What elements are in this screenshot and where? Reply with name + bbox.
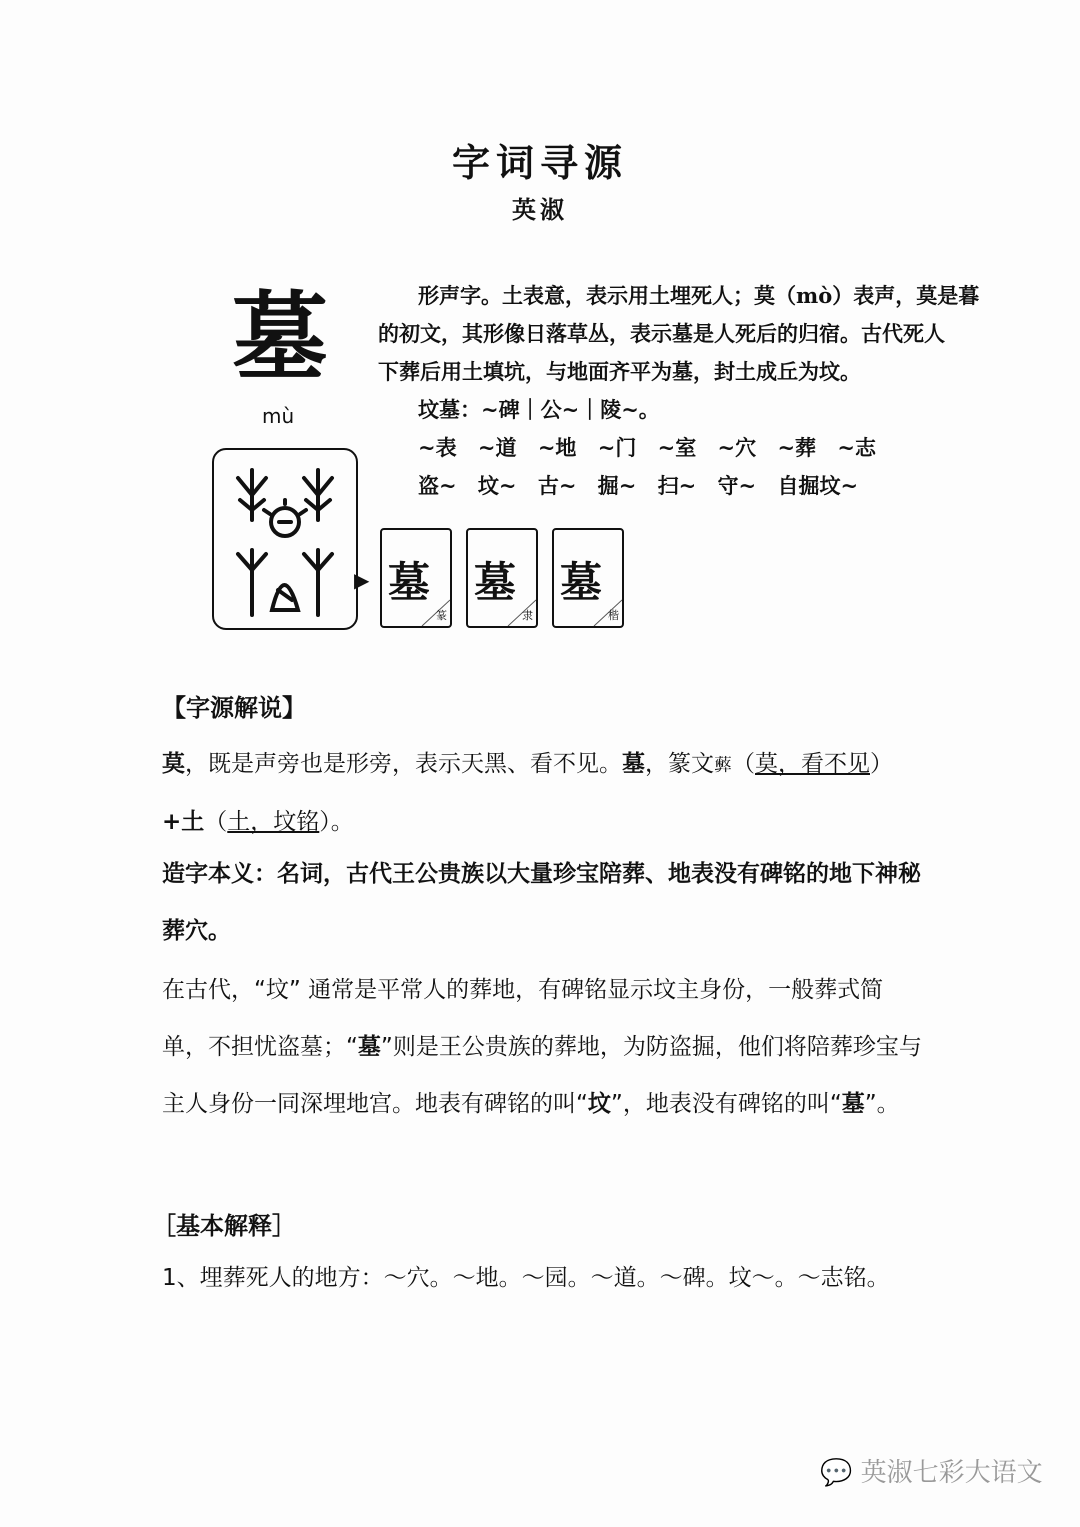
watermark [820, 1452, 1043, 1489]
word-list-1: ~表 ~道 ~地 ~门 ~室 ~穴 ~葬 ~志 [418, 435, 876, 460]
text: 在古代，“坟” 通常是平常人的葬地，有碑铭显示坟主身份，一般葬式简单，不担忧盗墓；“ [162, 977, 884, 1060]
text: ）。 [319, 809, 354, 835]
script-label: 隶 [522, 609, 533, 622]
text: ”。 [864, 1091, 900, 1117]
text: ） [870, 751, 893, 777]
script-label: 楷 [608, 609, 619, 622]
section-heading-basic: ［基本解释］ [152, 1211, 296, 1240]
oracle-pictograph [212, 448, 358, 630]
text: ，篆文 [645, 751, 714, 777]
definition-line: 形声字。土表意，表示用土埋死人；莫（mò）表声，莫是暮 [418, 283, 980, 308]
evolution-clerical [466, 528, 538, 628]
text: ”则是王公贵族的葬地，为防盗掘，他们将陪葬珍宝与主人身份一同深埋地宫。地表有碑铭的叫“ [162, 1034, 922, 1117]
text: （ [732, 751, 755, 777]
text: ，既是声旁也是形旁，表示天黑、看不见。 [185, 751, 622, 777]
text-bold: 坟 [587, 1091, 611, 1117]
page-title: 字词寻源 [451, 140, 628, 185]
arrow-right-icon: ▶ [354, 568, 370, 592]
text-bold: 墓 [357, 1034, 381, 1060]
evolution-regular [552, 528, 624, 628]
text: （ [204, 809, 228, 835]
headword-pinyin: mù [262, 404, 295, 428]
pictograph-drawing-icon [214, 450, 356, 628]
script-label: 篆 [436, 609, 447, 622]
text-underlined: 莫，看不见 [755, 751, 870, 777]
wechat-icon: 💬 [820, 1458, 853, 1488]
explanation-paragraph [162, 962, 922, 1133]
evolution-seal [380, 528, 452, 628]
glyph: 墓 [560, 558, 603, 607]
word-list-2: 盗~ 坟~ 古~ 掘~ 扫~ 守~ 自掘坟~ [418, 473, 859, 498]
definition-block [378, 277, 980, 505]
author: 英淑 [512, 195, 568, 224]
earth-glyph-icon: 土 [181, 809, 205, 835]
text-underlined: 土，坟铭 [227, 809, 320, 835]
definition-line: 下葬后用土填坑，与地面齐平为墓，封土成丘为坟。 [378, 359, 861, 384]
text-bold: 墓 [622, 751, 645, 777]
text-bold: + [162, 809, 182, 835]
text: ”，地表没有碑铭的叫“ [610, 1091, 842, 1117]
definition-line: 的初文，其形像日落草丛，表示墓是人死后的归宿。古代死人 [378, 321, 945, 346]
basic-definition: 1、埋葬死人的地方：～穴。～地。～园。～道。～碑。坟～。～志铭。 [162, 1265, 890, 1291]
original-meaning: 造字本义：名词，古代王公贵族以大量珍宝陪葬、地表没有碑铭的地下神秘葬穴。 [162, 861, 921, 944]
text-bold: 墓 [841, 1091, 865, 1117]
headword-character: 墓 [232, 281, 328, 394]
watermark-text: 英淑七彩大语文 [860, 1458, 1043, 1488]
text-bold: 莫 [162, 751, 185, 777]
seal-glyph-icon: 𦿔 [714, 755, 732, 776]
glyph: 墓 [474, 558, 517, 607]
origin-paragraph [162, 736, 922, 851]
glyph: 墓 [388, 558, 431, 607]
section-heading-origin: 【字源解说】 [162, 693, 306, 722]
compound-line: 坟墓：~碑｜公~｜陵~。 [418, 397, 660, 422]
